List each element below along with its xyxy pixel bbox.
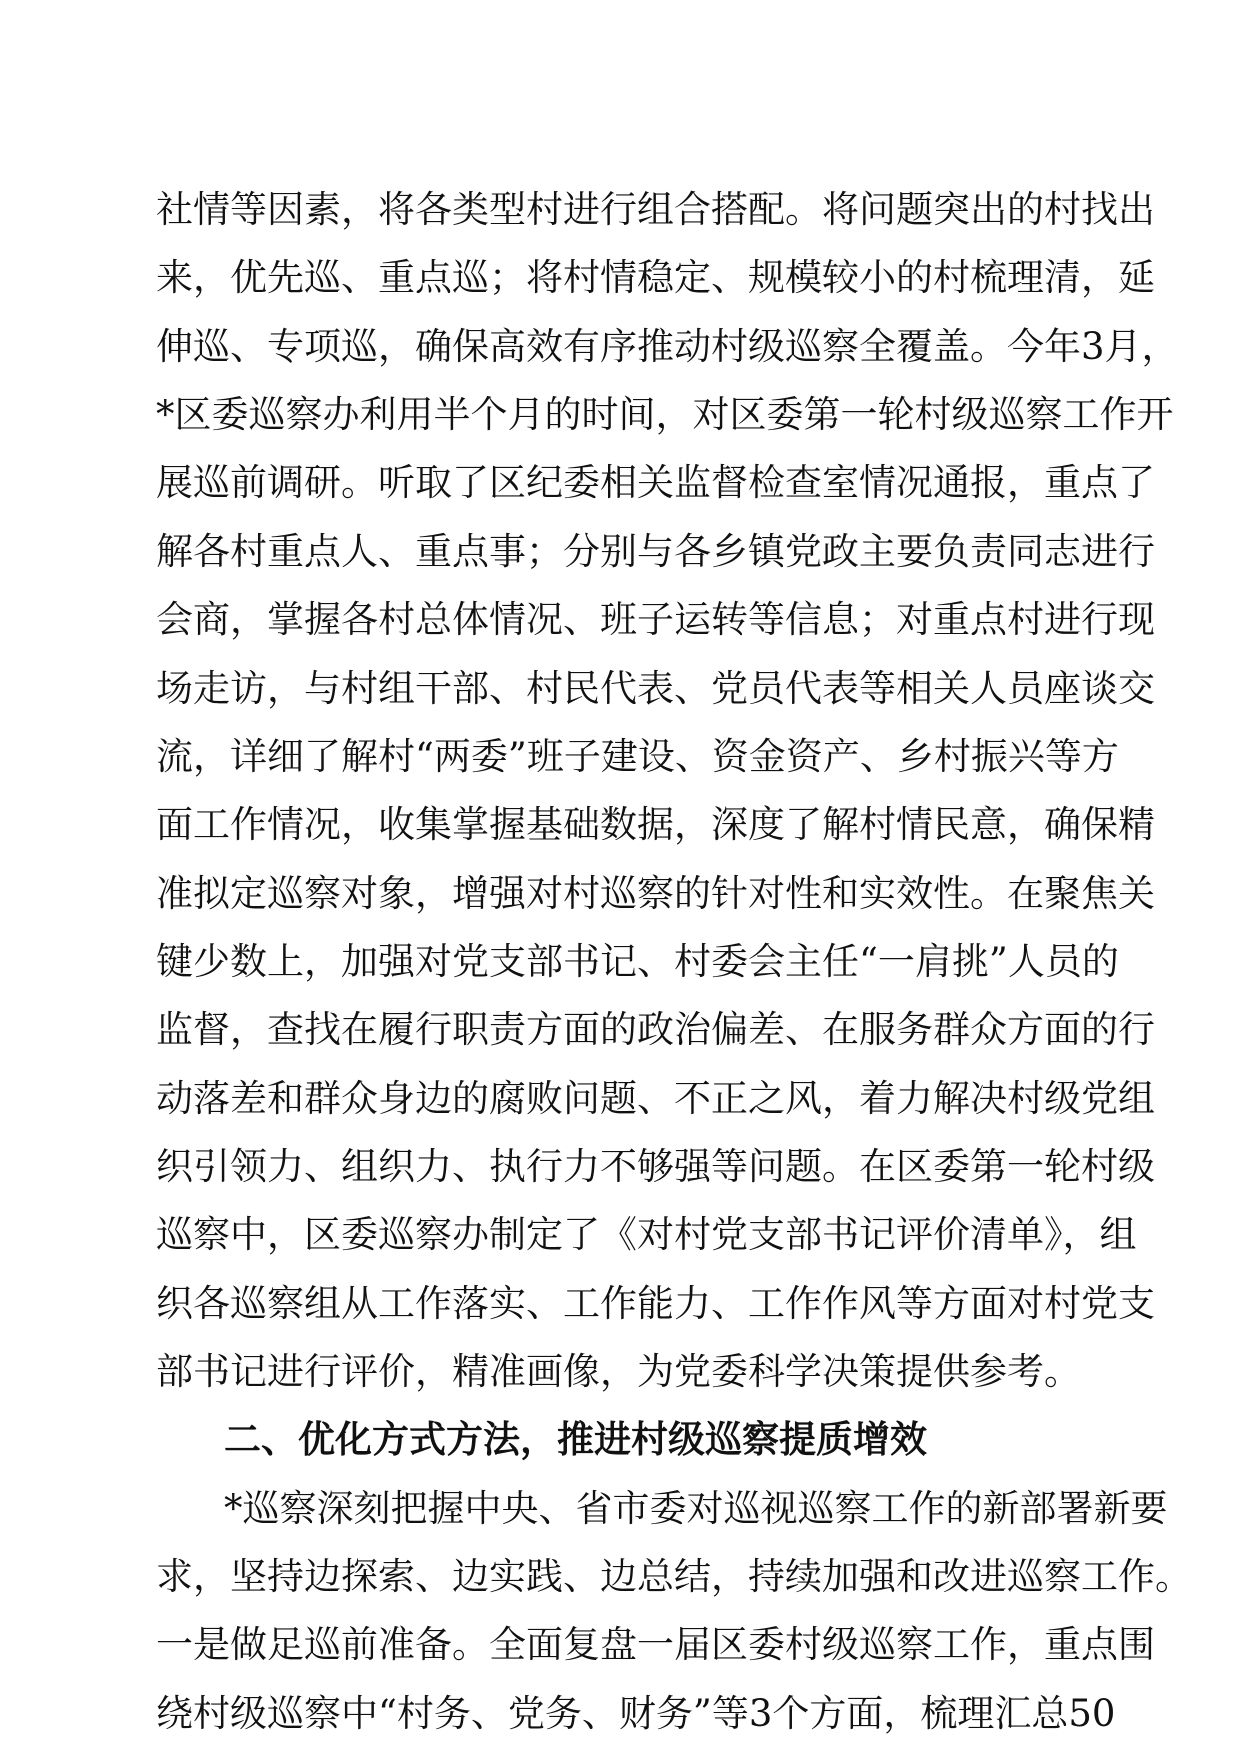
body-line: *巡察深刻把握中央、省市委对巡视巡察工作的新部署新要 (224, 1487, 1168, 1530)
section-heading: 二、优化方式方法，推进村级巡察提质增效 (224, 1418, 927, 1461)
body-line: 伸巡、专项巡，确保高效有序推动村级巡察全覆盖。今年3月， (156, 325, 1179, 368)
body-line: 解各村重点人、重点事；分别与各乡镇党政主要负责同志进行 (156, 530, 1155, 573)
body-line: 准拟定巡察对象，增强对村巡察的针对性和实效性。在聚焦关 (156, 872, 1155, 915)
body-line: 织引领力、组织力、执行力不够强等问题。在区委第一轮村级 (156, 1145, 1155, 1188)
body-line: 面工作情况，收集掌握基础数据，深度了解村情民意，确保精 (156, 803, 1155, 846)
body-line: 流，详细了解村“两委”班子建设、资金资产、乡村振兴等方 (156, 735, 1119, 778)
body-line: 部书记进行评价，精准画像，为党委科学决策提供参考。 (156, 1350, 1081, 1393)
body-line: *区委巡察办利用半个月的时间，对区委第一轮村级巡察工作开 (156, 393, 1174, 436)
body-line: 监督，查找在履行职责方面的政治偏差、在服务群众方面的行 (156, 1008, 1155, 1051)
body-line: 巡察中，区委巡察办制定了《对村党支部书记评价清单》，组 (156, 1213, 1137, 1256)
body-line: 会商，掌握各村总体情况、班子运转等信息；对重点村进行现 (156, 598, 1155, 641)
body-line: 动落差和群众身边的腐败问题、不正之风，着力解决村级党组 (156, 1077, 1155, 1120)
body-line: 求，坚持边探索、边实践、边总结，持续加强和改进巡察工作。 (156, 1555, 1192, 1598)
body-line: 场走访，与村组干部、村民代表、党员代表等相关人员座谈交 (156, 667, 1155, 710)
body-line: 展巡前调研。听取了区纪委相关监督检查室情况通报，重点了 (156, 461, 1155, 504)
body-line: 来，优先巡、重点巡；将村情稳定、规模较小的村梳理清，延 (156, 256, 1155, 299)
body-line: 键少数上，加强对党支部书记、村委会主任“一肩挑”人员的 (156, 940, 1119, 983)
body-line: 一是做足巡前准备。全面复盘一届区委村级巡察工作，重点围 (156, 1623, 1155, 1666)
body-line: 社情等因素，将各类型村进行组合搭配。将问题突出的村找出 (156, 188, 1155, 231)
body-line: 绕村级巡察中“村务、党务、财务”等3个方面，梳理汇总50 (156, 1692, 1116, 1735)
body-line: 织各巡察组从工作落实、工作能力、工作作风等方面对村党支 (156, 1282, 1155, 1325)
